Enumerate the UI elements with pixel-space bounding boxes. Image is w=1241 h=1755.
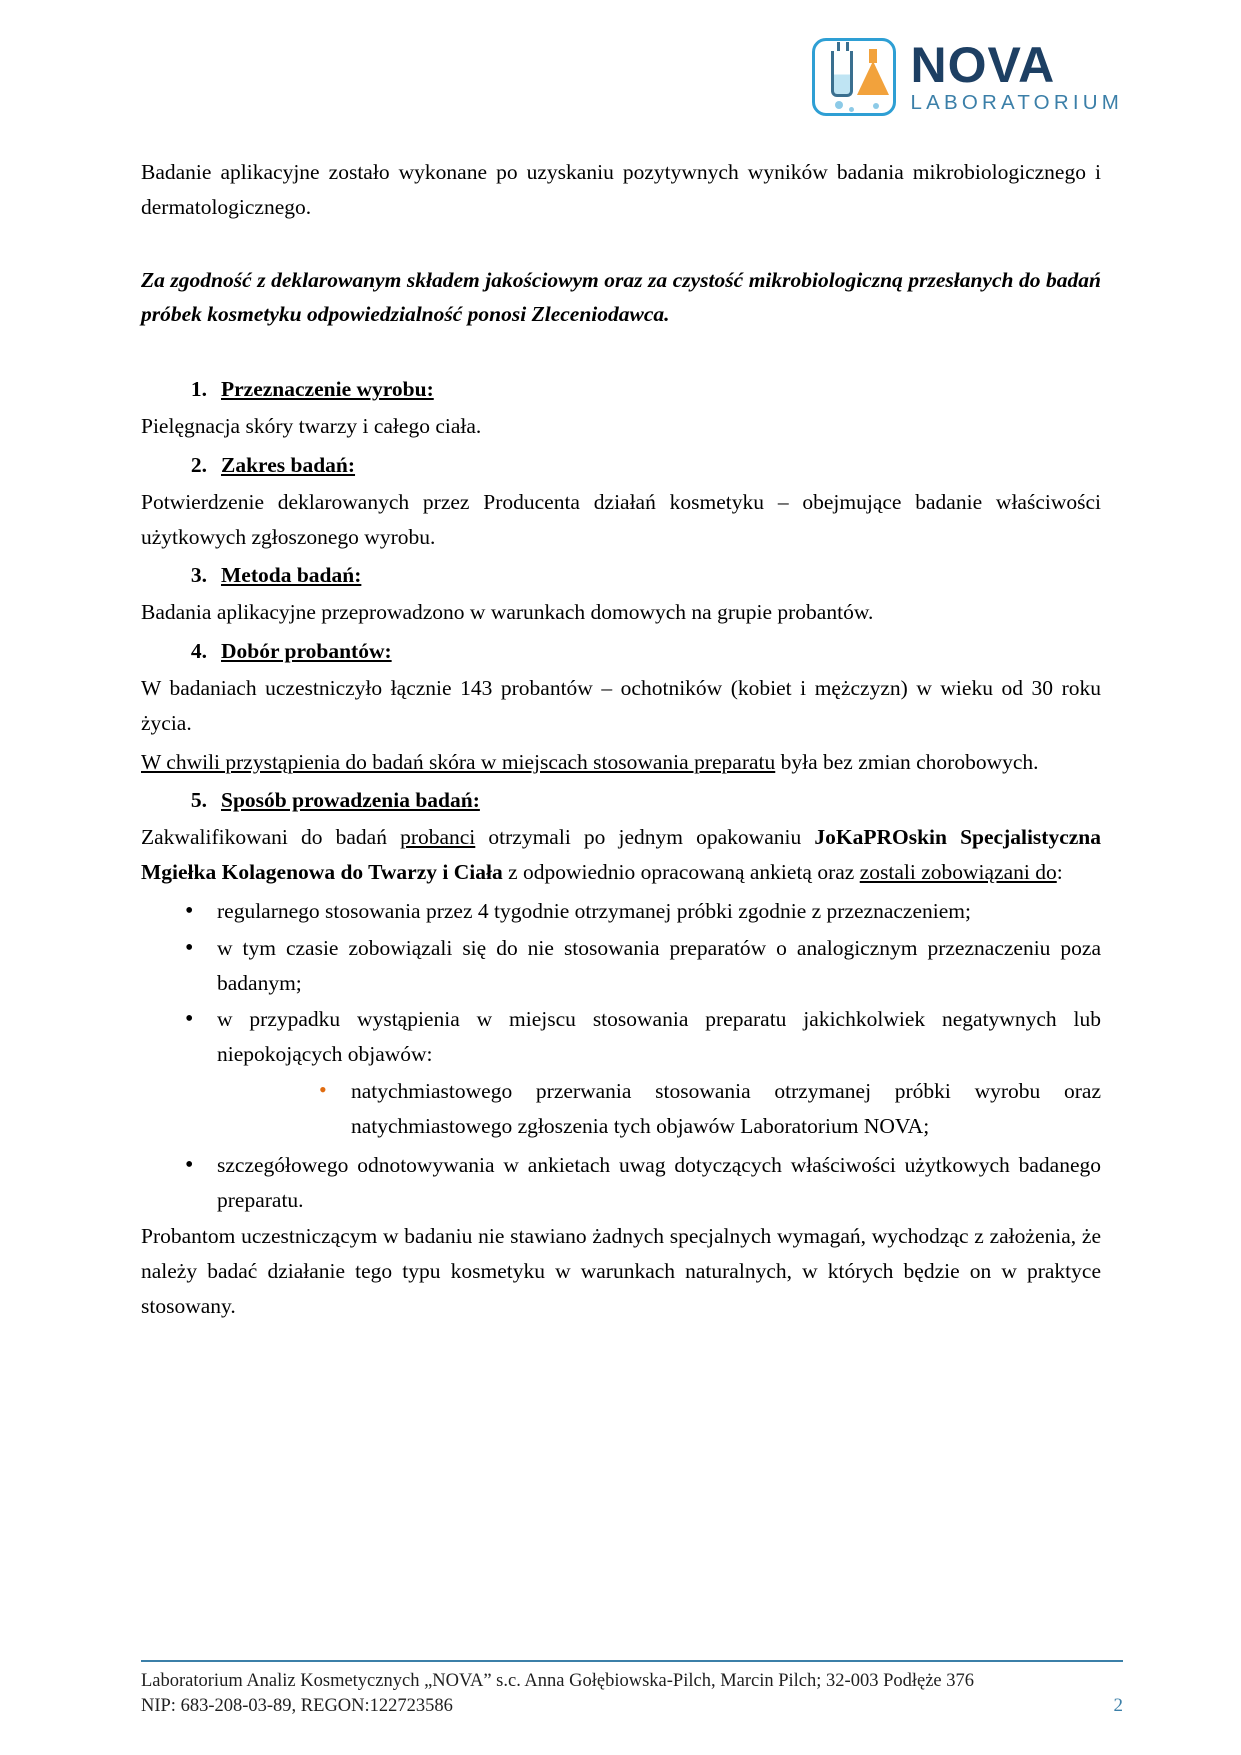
section-title-4: Dobór probantów:: [221, 639, 392, 664]
section-heading-2: [185, 448, 1101, 483]
section-heading-5: [185, 783, 1101, 818]
section-title-2: Zakres badań:: [221, 452, 356, 477]
responsibility-statement: Za zgodność z deklarowanym składem jakościowym oraz za czystość mikrobiologiczną przesłanych do badań próbek kosmetyku odpowiedzialność ponosi Zleceniodawca.: [141, 267, 1101, 327]
page-number: 2: [1113, 1695, 1123, 1716]
section-heading-4: [185, 634, 1101, 669]
method-tail-end: :: [1056, 860, 1063, 885]
bubble-icon: [873, 103, 879, 109]
method-tail: z odpowiednio opracowaną ankietą oraz: [502, 860, 860, 885]
laboratory-flasks-icon: [812, 38, 896, 116]
page-footer: [141, 1660, 1123, 1719]
section-number-5: 5.: [190, 788, 207, 813]
document-body: [141, 155, 1101, 1328]
section-body-3: Badania aplikacyjne przeprowadzono w warunkach domowych na grupie probantów.: [141, 600, 874, 625]
bubble-icon: [835, 101, 843, 109]
method-lead: Zakwalifikowani do badań: [141, 825, 401, 850]
company-logo: [812, 38, 1123, 116]
product-name: JoKaPROskin Specjalistyczna Mgiełka Kolagenowa do Twarzy i Ciała: [141, 825, 1101, 885]
section-title-3: Metoda badań:: [221, 563, 362, 588]
list-item: • w tym czasie zobowiązali się do nie stosowania preparatów o analogicznym przeznaczeniu poza badanym;: [141, 931, 1101, 1001]
section-title-5: Sposób prowadzenia badań:: [221, 788, 480, 813]
section-body-2: Potwierdzenie deklarowanych przez Producenta działań kosmetyku – obejmujące badanie właściwości użytkowych zgłoszonego wyrobu.: [141, 489, 1101, 549]
section-number-1: 1.: [190, 377, 207, 402]
closing-paragraph: Probantom uczestniczącym w badaniu nie stawiano żadnych specjalnych wymagań, wychodząc z założenia, że należy badać działanie tego typu kosmetyku w warunkach naturalnych, w których będzie on w praktyce stosowany.: [141, 1224, 1101, 1319]
list-item: • w przypadku wystąpienia w miejscu stosowania preparatu jakichkolwiek negatywnych lub niepokojących objawów:: [141, 1002, 1101, 1072]
section-heading-3: [185, 558, 1101, 593]
section-title-1: Przeznaczenie wyrobu:: [221, 377, 434, 402]
test-tube-icon: [831, 51, 853, 97]
intro-paragraph: Badanie aplikacyjne zostało wykonane po uzyskaniu pozytywnych wyników badania mikrobiologicznego i dermatologicznego.: [141, 160, 1101, 219]
footer-divider: [141, 1660, 1123, 1662]
section-number-3: 3.: [190, 563, 207, 588]
section-body-4: W badaniach uczestniczyło łącznie 143 probantów – ochotników (kobiet i mężczyzn) w wieku od 30 roku życia.: [141, 675, 1101, 735]
section-body-4-underlined: W chwili przystąpienia do badań skóra w miejscach stosowania preparatu: [141, 749, 776, 774]
section-body-1: Pielęgnacja skóry twarzy i całego ciała.: [141, 414, 482, 439]
section-body-4-tail: była bez zmian chorobowych.: [775, 749, 1039, 774]
method-middle: otrzymali po jednym opakowaniu: [475, 825, 815, 850]
list-item: • szczegółowego odnotowywania w ankietach uwag dotyczących właściwości użytkowych badanego preparatu.: [141, 1148, 1101, 1218]
method-tail-underlined: zostali zobowiązani do: [859, 860, 1057, 885]
footer-line-1: Laboratorium Analiz Kosmetycznych „NOVA” s.c. Anna Gołębiowska-Pilch, Marcin Pilch; 32-003 Podłęże 376: [141, 1671, 975, 1692]
section-number-4: 4.: [190, 639, 207, 664]
conical-flask-icon: [857, 61, 889, 95]
bubble-icon: [849, 107, 854, 112]
method-paragraph: [141, 820, 1101, 890]
obligations-list: [141, 894, 1101, 1072]
section-heading-1: [185, 372, 1101, 407]
logo-text: [910, 37, 1123, 115]
list-item: • natychmiastowego przerwania stosowania otrzymanej próbki wyrobu oraz natychmiastowego zgłoszenia tych objawów Laboratorium NOVA;: [141, 1074, 1101, 1144]
section-body-4-extra: [141, 745, 1101, 780]
list-item: • regularnego stosowania przez 4 tygodnie otrzymanej próbki zgodnie z przeznaczeniem;: [141, 894, 1101, 929]
logo-brand-name: NOVA: [910, 37, 1056, 94]
method-underlined-word: probanci: [400, 825, 476, 850]
footer-line-2: NIP: 683-208-03-89, REGON:122723586: [141, 1696, 453, 1717]
logo-subtitle: LABORATORIUM: [910, 91, 1123, 115]
obligations-list-continued: [141, 1148, 1101, 1218]
obligations-sub-list: [141, 1074, 1101, 1144]
section-number-2: 2.: [190, 452, 207, 477]
